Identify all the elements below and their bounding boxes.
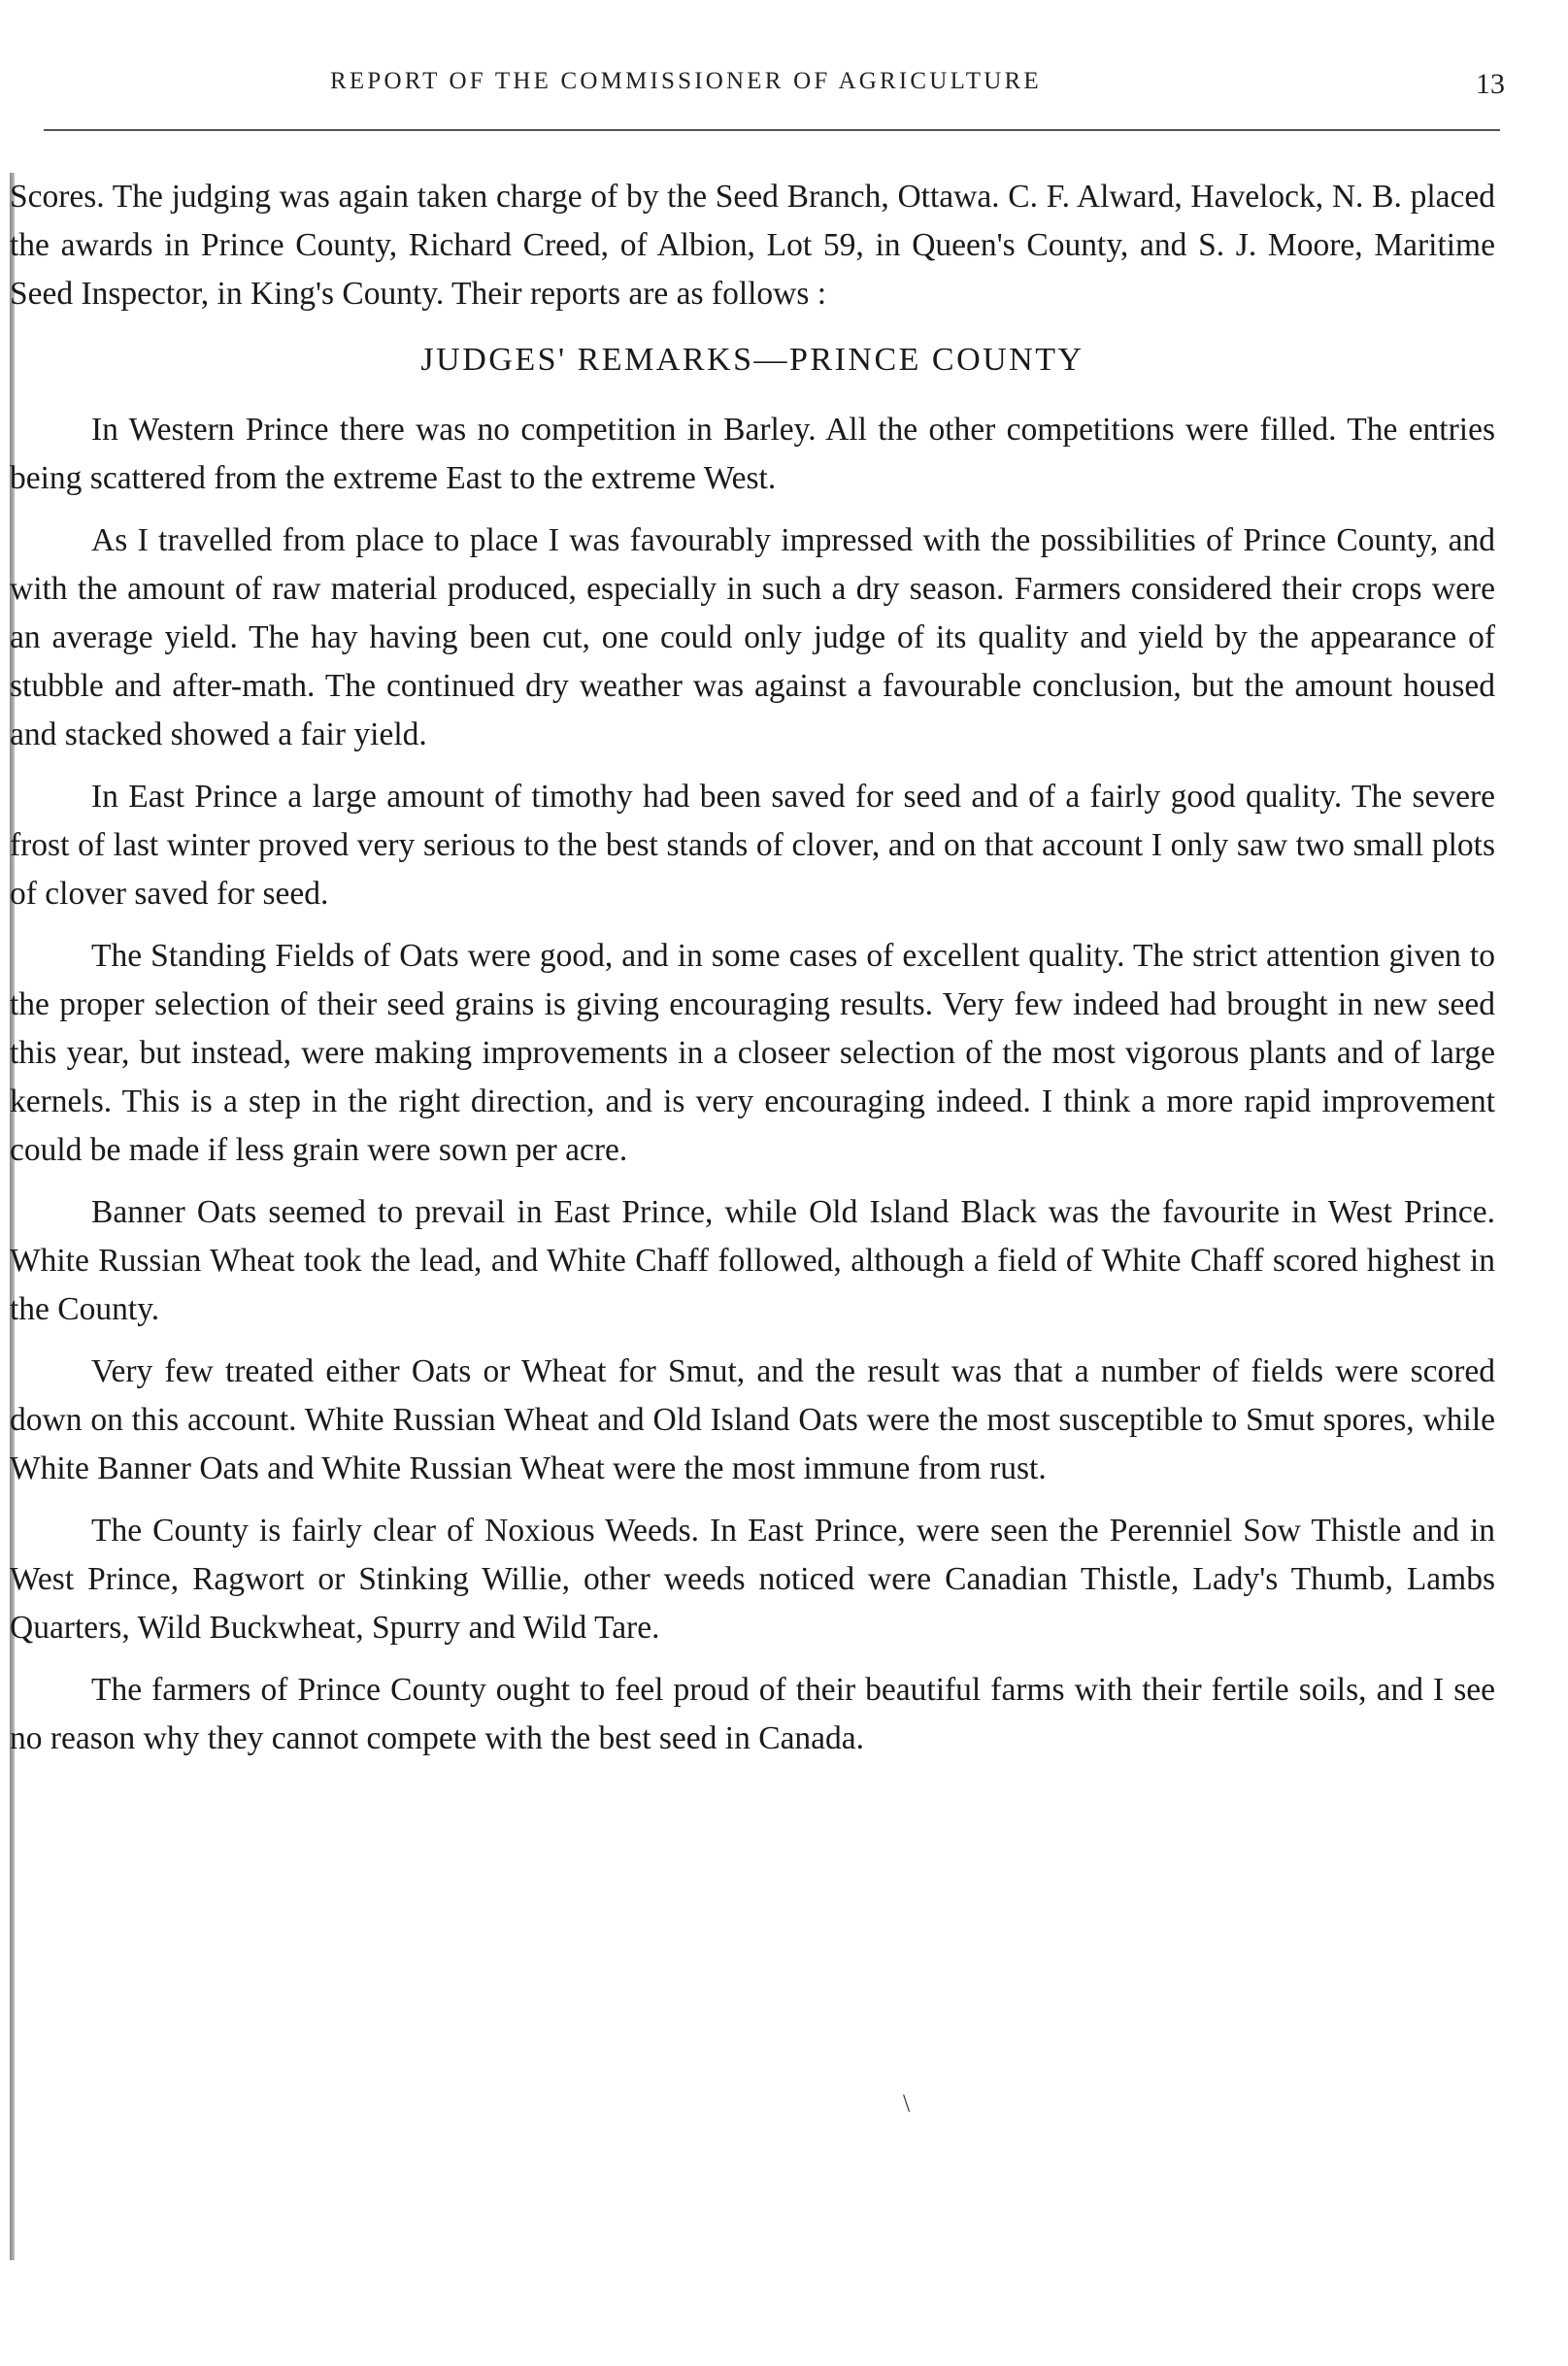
- section-heading: JUDGES' REMARKS—PRINCE COUNTY: [420, 342, 1084, 378]
- header-rule: [44, 129, 1500, 131]
- paragraph: As I travelled from place to place I was favourably impressed with the possibilities of Prince County, and with the amount of raw material produced, especially in such a dry season. Farmers considered their crops were an average yield. The hay having been cut, one could only judge of its quality and yield by the appearance of stubble and after-math. The continued dry weather was against a favourable conclusion, but the amount housed and stacked showed a fair yield.: [10, 522, 1495, 752]
- paragraph: The farmers of Prince County ought to feel proud of their beautiful farms with their fertile soils, and I see no reason why they cannot compete with the best seed in Canada.: [10, 1672, 1495, 1756]
- paragraph: In East Prince a large amount of timothy had been saved for seed and of a fairly good quality. The severe frost of last winter proved very serious to the best stands of clover, and on that account I only saw two small plots of clover saved for seed.: [10, 779, 1495, 912]
- paragraph: The Standing Fields of Oats were good, and in some cases of excellent quality. The strict attention given to the proper selection of their seed grains is giving encouraging results. Very few indeed had brought in new seed this year, but instead, were making improvements in a closeer selection of the most vigorous plants and of large kernels. This is a step in the right direction, and is very encouraging indeed. I think a more rapid improvement could be made if less grain were sown per acre.: [10, 938, 1495, 1168]
- page-header: [330, 68, 1505, 111]
- page-number: 13: [1476, 68, 1505, 100]
- intro-paragraph: Scores. The judging was again taken charge of by the Seed Branch, Ottawa. C. F. Alward, Havelock, N. B. placed the awards in Prince County, Richard Creed, of Albion, Lot 59, in Queen's County, and S. J. Moore, Maritime Seed Inspector, in King's County. Their reports are as follows :: [10, 179, 1495, 312]
- paragraph: In Western Prince there was no competition in Barley. All the other competitions were filled. The entries being scattered from the extreme East to the extreme West.: [10, 412, 1495, 496]
- body-text: [10, 173, 1495, 1777]
- stray-print-mark: \: [903, 2089, 911, 2117]
- paragraph: Banner Oats seemed to prevail in East Prince, while Old Island Black was the favourite in West Prince. White Russian Wheat took the lead, and White Chaff followed, although a field of White Chaff scored highest in the County.: [10, 1194, 1495, 1327]
- paragraph: Very few treated either Oats or Wheat for Smut, and the result was that a number of fields were scored down on this account. White Russian Wheat and Old Island Oats were the most susceptible to Smut spores, while White Banner Oats and White Russian Wheat were the most immune from rust.: [10, 1353, 1495, 1486]
- running-head: REPORT OF THE COMMISSIONER OF AGRICULTURE: [330, 68, 1042, 94]
- paragraph: The County is fairly clear of Noxious Weeds. In East Prince, were seen the Perenniel Sow Thistle and in West Prince, Ragwort or Stinking Willie, other weeds noticed were Canadian Thistle, Lady's Thumb, Lambs Quarters, Wild Buckwheat, Spurry and Wild Tare.: [10, 1513, 1495, 1646]
